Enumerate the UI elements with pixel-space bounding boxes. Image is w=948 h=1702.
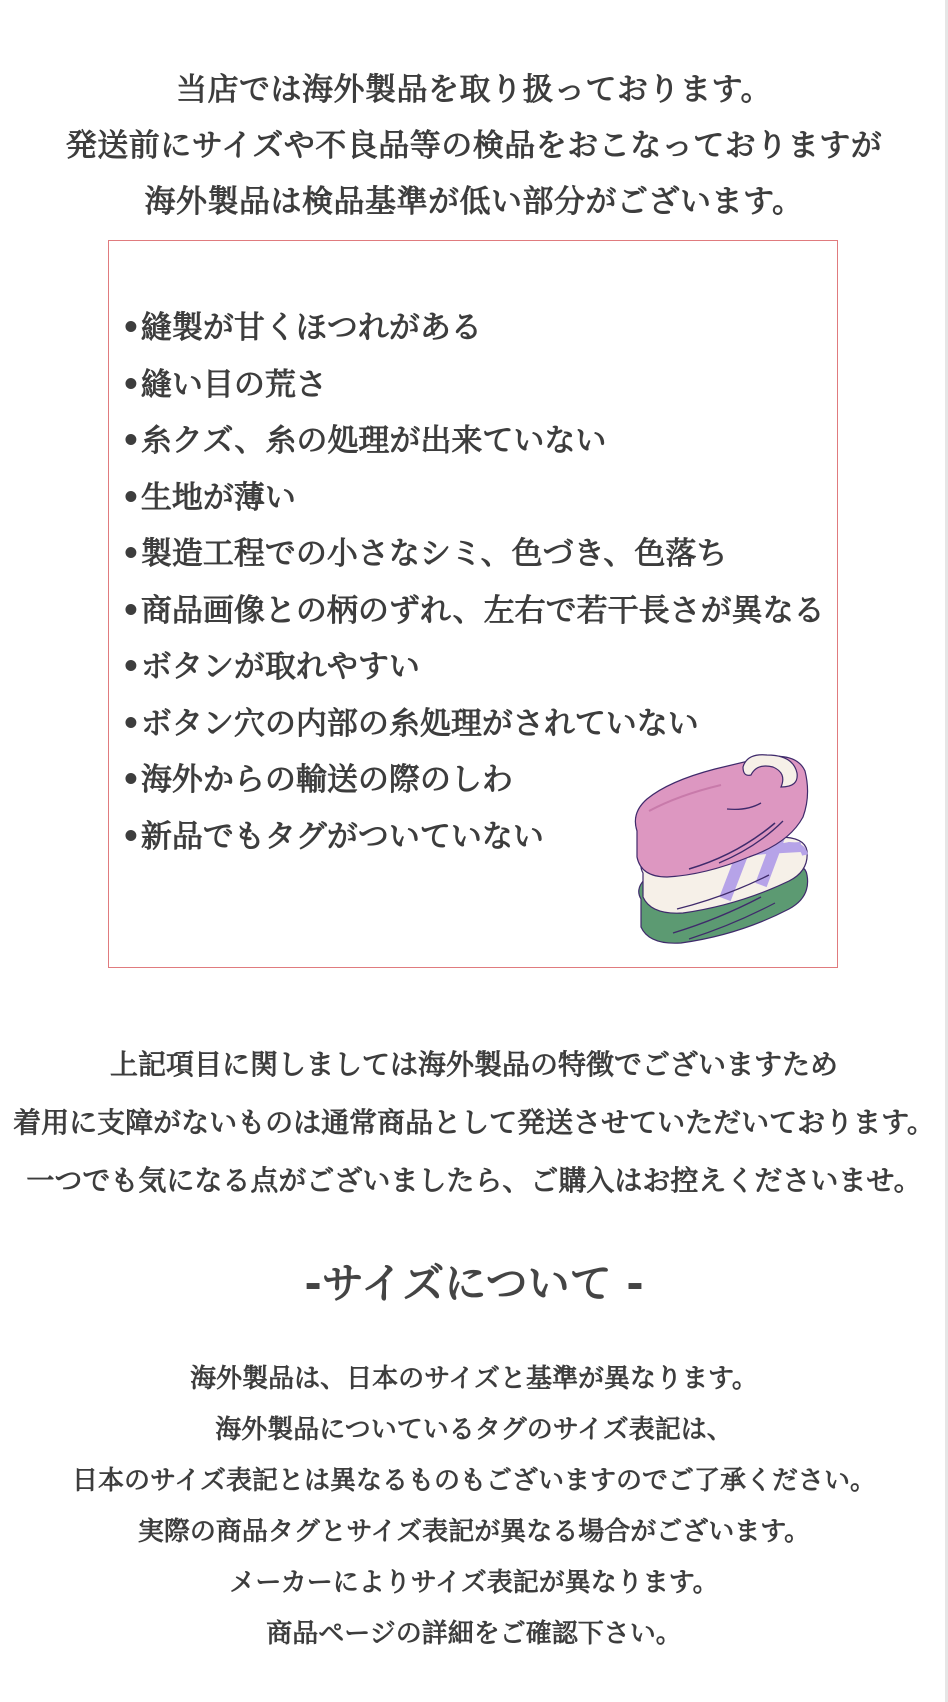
- size-info-line: 海外製品についているタグのサイズ表記は、: [215, 1415, 733, 1445]
- size-info-line: 商品ページの詳細をご確認下さい。: [266, 1619, 682, 1649]
- defect-item: •商品画像との柄のずれ、左右で若干長さが異なる: [121, 592, 825, 629]
- size-info-line: 海外製品は、日本のサイズと基準が異なります。: [190, 1364, 758, 1394]
- intro-notice: [0, 62, 948, 230]
- defect-item: •縫い目の荒さ: [121, 366, 327, 403]
- size-info: [0, 1354, 948, 1660]
- intro-line: 発送前にサイズや不良品等の検品をおこなっておりますが: [65, 128, 883, 164]
- size-info-line: 実際の商品タグとサイズ表記が異なる場合がございます。: [137, 1517, 811, 1547]
- defect-policy-notice: [0, 1036, 948, 1210]
- defect-item: •製造工程での小さなシミ、色づき、色落ち: [121, 536, 728, 572]
- size-section-heading: -サイズについて -: [304, 1259, 644, 1308]
- defect-item: •生地が薄い: [121, 479, 296, 516]
- intro-line: 海外製品は検品基準が低い部分がございます。: [144, 184, 804, 220]
- notice-line: 上記項目に関しましては海外製品の特徴でございますため: [109, 1048, 838, 1081]
- folded-clothes-stack-icon: [629, 751, 829, 951]
- size-info-line: 日本のサイズ表記とは異なるものもございますのでご了承ください。: [72, 1466, 876, 1496]
- defect-item: •新品でもタグがついていない: [121, 818, 544, 855]
- defect-item: •縫製が甘くほつれがある: [121, 310, 482, 346]
- notice-line: 着用に支障がないものは通常商品として発送させていただいております。: [13, 1106, 935, 1139]
- defect-item: •糸クズ、糸の処理が出来ていない: [121, 423, 607, 459]
- defect-list-box: [108, 240, 838, 968]
- intro-line: 当店では海外製品を取り扱っております。: [175, 72, 773, 108]
- notice-line: 一つでも気になる点がございましたら、ご購入はお控えくださいませ。: [26, 1164, 922, 1197]
- defect-item: •海外からの輸送の際のしわ: [121, 762, 513, 798]
- defect-item: •ボタンが取れやすい: [121, 649, 420, 685]
- size-info-line: メーカーによりサイズ表記が異なります。: [229, 1568, 719, 1598]
- defect-item: •ボタン穴の内部の糸処理がされていない: [121, 705, 699, 742]
